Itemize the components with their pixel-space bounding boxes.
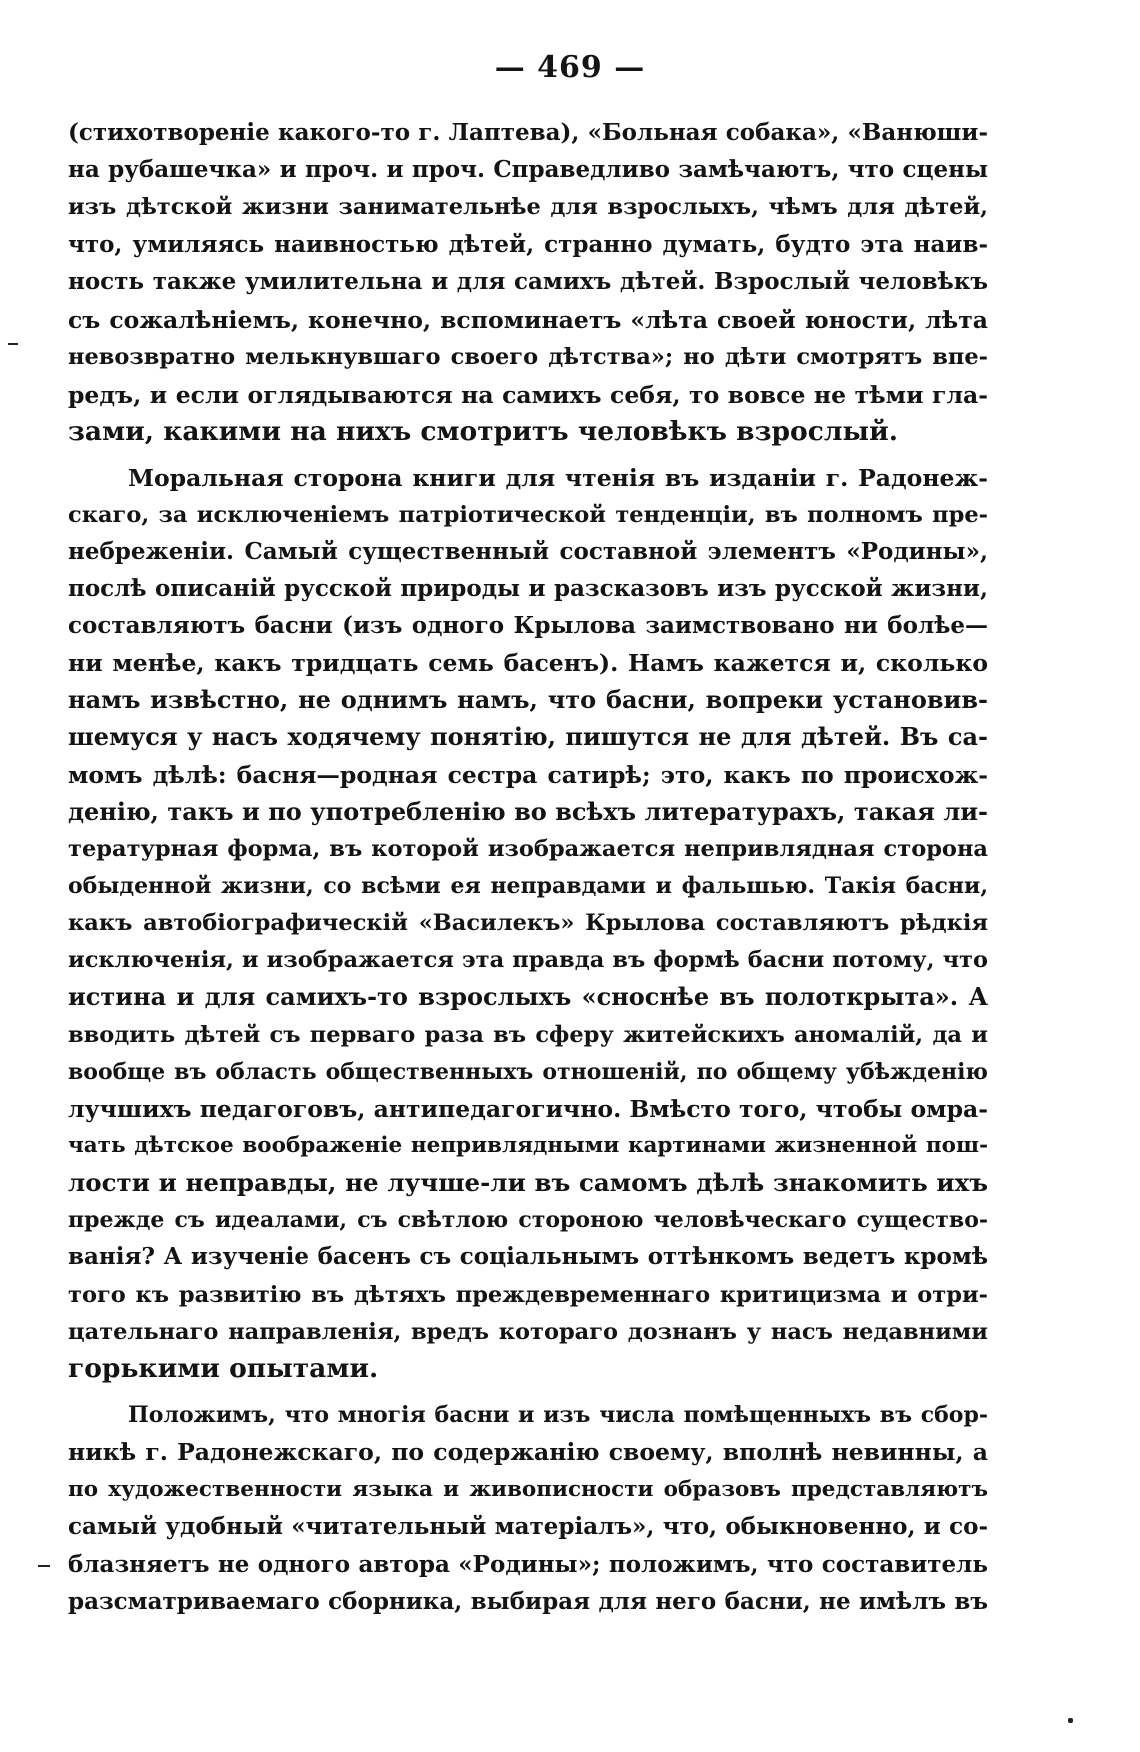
- text-line: намъ извѣстно, не однимъ намъ, что басни, вопреки установив-: [68, 685, 988, 714]
- text-line: денiю, такъ и по употребленiю во всѣхъ литературахъ, такая ли-: [68, 797, 988, 826]
- text-line: лости и неправды, не лучше-ли въ самомъ дѣлѣ знакомить ихъ: [68, 1168, 988, 1197]
- text-line: какъ автобiографическiй «Василекъ» Крылова составляютъ рѣдкiя: [68, 910, 988, 936]
- text-line: лучшихъ педагоговъ, антипедагогично. Вмѣсто того, чтобы омра-: [68, 1095, 988, 1123]
- text-line: того къ развитiю въ дѣтяхъ преждевременнаго критицизма и отри-: [68, 1282, 988, 1308]
- ink-speck: [1068, 1718, 1073, 1723]
- page-number: — 469 —: [494, 50, 646, 85]
- text-line: ни менѣе, какъ тридцать семь басенъ). Намъ кажется и, сколько: [68, 649, 988, 677]
- text-line: невозвратно мелькнувшаго своего дѣтства»; но дѣти смотрятъ впе-: [68, 344, 988, 370]
- text-line: изъ дѣтской жизни занимательнѣе для взрослыхъ, чѣмъ для дѣтей,: [68, 194, 988, 220]
- text-line: блазняетъ не одного автора «Родины»; положимъ, что составитель: [68, 1551, 988, 1578]
- text-line: что, умиляясь наивностью дѣтей, странно думать, будто эта наив-: [68, 231, 988, 258]
- text-line: съ сожалѣнiемъ, конечно, вспоминаетъ «лѣта своей юности, лѣта: [68, 306, 988, 334]
- text-line: зами, какими на нихъ смотритъ человѣкъ взрослый.: [68, 416, 898, 447]
- paragraph-start-line: Положимъ, что многiя басни и изъ числа помѣщенныхъ въ сбор-: [128, 1402, 988, 1428]
- text-line: никѣ г. Радонежскаго, по содержанiю своему, вполнѣ невинны, а: [68, 1438, 988, 1466]
- text-line: исключенiя, и изображается эта правда въ формѣ басни потому, что: [68, 947, 988, 973]
- text-line: по художественности языка и живописности образовъ представляютъ: [68, 1477, 988, 1502]
- text-line: (стихотворенiе какого-то г. Лаптева), «Больная собака», «Ванюши-: [68, 119, 988, 146]
- text-line: цательнаго направленiя, вредъ котораго дознанъ у насъ недавними: [68, 1319, 988, 1345]
- text-line: обыденной жизни, со всѣми ея неправдами и фальшью. Такiя басни,: [68, 873, 988, 899]
- text-line: чать дѣтское воображенiе непривлядными картинами жизненной пош-: [68, 1133, 988, 1158]
- text-line: прежде съ идеалами, съ свѣтлою стороною человѣческаго существо-: [68, 1207, 988, 1233]
- text-line: редъ, и если оглядываются на самихъ себя, то вовсе не тѣми гла-: [68, 381, 988, 409]
- text-line: самый удобный «читательный матерiалъ», что, обыкновенно, и со-: [68, 1513, 988, 1540]
- text-line: скаго, за исключенiемъ патрiотической тенденцiи, въ полномъ пре-: [68, 502, 988, 528]
- margin-mark: [8, 343, 18, 345]
- text-line: вводить дѣтей съ перваго раза въ сферу житейскихъ аномалiй, да и: [68, 1022, 988, 1048]
- text-line: горькими опытами.: [68, 1353, 379, 1384]
- text-line: истина и для самихъ-то взрослыхъ «сноснѣе въ полоткрыта». А: [68, 982, 988, 1011]
- text-line: составляютъ басни (изъ одного Крылова заимствовано ни болѣе—: [68, 612, 988, 639]
- text-line: ванiя? А изученiе басенъ съ соцiальнымъ оттѣнкомъ ведетъ кромѣ: [68, 1243, 988, 1270]
- text-line: шемуся у насъ ходячему понятiю, пишутся не для дѣтей. Въ са-: [68, 722, 988, 751]
- text-line: небреженiи. Самый существенный составной элементъ «Родины»,: [68, 538, 988, 565]
- text-line: ность также умилительна и для самихъ дѣтей. Взрослый человѣкъ: [68, 268, 988, 295]
- text-line: тературная форма, въ которой изображается непривлядная сторона: [68, 836, 988, 862]
- text-line: момъ дѣлѣ: басня—родная сестра сатирѣ; это, какъ по происхож-: [68, 761, 988, 789]
- text-line: на рубашечка» и проч. и проч. Справедливо замѣчаютъ, что сцены: [68, 156, 988, 183]
- text-line: вообще въ область общественныхъ отношенiй, по общему убѣжденiю: [68, 1059, 988, 1085]
- margin-mark: [38, 1565, 50, 1567]
- text-line: послѣ описанiй русской природы и разсказовъ изъ русской жизни,: [68, 575, 988, 602]
- paragraph-start-line: Моральная сторона книги для чтенiя въ изданiи г. Радонеж-: [128, 464, 988, 492]
- text-line: разсматриваемаго сборника, выбирая для него басни, не имѣлъ въ: [68, 1588, 988, 1615]
